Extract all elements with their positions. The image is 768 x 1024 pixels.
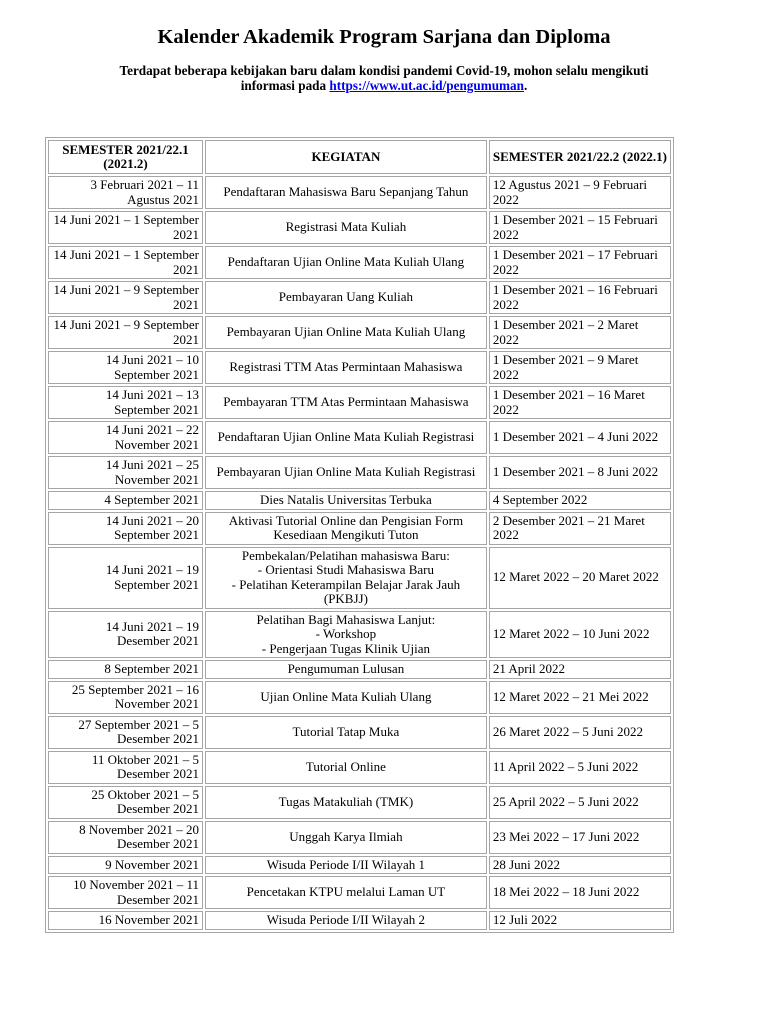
notice-body: Terdapat beberapa kebijakan baru dalam kondisi pandemi Covid-19, mohon selalu mengikuti informasi pada — [119, 63, 649, 93]
header-kegiatan: KEGIATAN — [205, 140, 487, 174]
table-row — [48, 386, 671, 419]
table-row — [48, 751, 671, 784]
semester-2-date-cell: 1 Desember 2021 – 17 Februari 2022 — [489, 246, 671, 279]
semester-1-date-cell: 14 Juni 2021 – 10 September 2021 — [48, 351, 203, 384]
kegiatan-cell: Pembayaran Ujian Online Mata Kuliah Ulang — [205, 316, 487, 349]
kegiatan-cell: Registrasi Mata Kuliah — [205, 211, 487, 244]
table-row — [48, 316, 671, 349]
header-semester-2: SEMESTER 2021/22.2 (2022.1) — [489, 140, 671, 174]
kegiatan-cell: Aktivasi Tutorial Online dan Pengisian Form Kesediaan Mengikuti Tuton — [205, 512, 487, 545]
semester-1-date-cell: 14 Juni 2021 – 13 September 2021 — [48, 386, 203, 419]
table-row — [48, 211, 671, 244]
kegiatan-cell: Pencetakan KTPU melalui Laman UT — [205, 876, 487, 909]
semester-1-date-cell: 9 November 2021 — [48, 856, 203, 875]
semester-2-date-cell: 1 Desember 2021 – 16 Maret 2022 — [489, 386, 671, 419]
kegiatan-cell: Wisuda Periode I/II Wilayah 1 — [205, 856, 487, 875]
table-row — [48, 660, 671, 679]
table-row — [48, 456, 671, 489]
semester-2-date-cell: 11 April 2022 – 5 Juni 2022 — [489, 751, 671, 784]
table-row — [48, 681, 671, 714]
table-row — [48, 351, 671, 384]
semester-1-date-cell: 14 Juni 2021 – 1 September 2021 — [48, 211, 203, 244]
semester-2-date-cell: 1 Desember 2021 – 4 Juni 2022 — [489, 421, 671, 454]
semester-1-date-cell: 16 November 2021 — [48, 911, 203, 930]
semester-1-date-cell: 14 Juni 2021 – 9 September 2021 — [48, 281, 203, 314]
semester-2-date-cell: 18 Mei 2022 – 18 Juni 2022 — [489, 876, 671, 909]
semester-2-date-cell: 4 September 2022 — [489, 491, 671, 510]
semester-2-date-cell: 12 Maret 2022 – 20 Maret 2022 — [489, 547, 671, 609]
semester-2-date-cell: 1 Desember 2021 – 16 Februari 2022 — [489, 281, 671, 314]
semester-1-date-cell: 8 November 2021 – 20 Desember 2021 — [48, 821, 203, 854]
kegiatan-cell: Wisuda Periode I/II Wilayah 2 — [205, 911, 487, 930]
semester-1-date-cell: 4 September 2021 — [48, 491, 203, 510]
semester-1-date-cell: 25 September 2021 – 16 November 2021 — [48, 681, 203, 714]
kegiatan-cell: Pelatihan Bagi Mahasiswa Lanjut: - Workshop - Pengerjaan Tugas Klinik Ujian — [205, 611, 487, 659]
semester-2-date-cell: 1 Desember 2021 – 8 Juni 2022 — [489, 456, 671, 489]
kegiatan-cell: Ujian Online Mata Kuliah Ulang — [205, 681, 487, 714]
semester-2-date-cell: 12 Maret 2022 – 21 Mei 2022 — [489, 681, 671, 714]
semester-2-date-cell: 12 Maret 2022 – 10 Juni 2022 — [489, 611, 671, 659]
semester-1-date-cell: 10 November 2021 – 11 Desember 2021 — [48, 876, 203, 909]
semester-2-date-cell: 1 Desember 2021 – 15 Februari 2022 — [489, 211, 671, 244]
kegiatan-cell: Tugas Matakuliah (TMK) — [205, 786, 487, 819]
kegiatan-cell: Pendaftaran Ujian Online Mata Kuliah Ulang — [205, 246, 487, 279]
table-row — [48, 716, 671, 749]
kegiatan-cell: Tutorial Online — [205, 751, 487, 784]
table-row — [48, 176, 671, 209]
semester-1-date-cell: 27 September 2021 – 5 Desember 2021 — [48, 716, 203, 749]
table-row — [48, 786, 671, 819]
notice-tail: . — [523, 78, 528, 93]
semester-1-date-cell: 14 Juni 2021 – 20 September 2021 — [48, 512, 203, 545]
semester-1-date-cell: 14 Juni 2021 – 19 September 2021 — [48, 547, 203, 609]
notice-text — [100, 63, 668, 93]
table-row — [48, 547, 671, 609]
table-row — [48, 246, 671, 279]
kegiatan-cell: Pembayaran TTM Atas Permintaan Mahasiswa — [205, 386, 487, 419]
page-title: Kalender Akademik Program Sarjana dan Diploma — [157, 26, 611, 48]
semester-2-date-cell: 1 Desember 2021 – 9 Maret 2022 — [489, 351, 671, 384]
table-body — [48, 176, 671, 930]
kegiatan-cell: Unggah Karya Ilmiah — [205, 821, 487, 854]
semester-2-date-cell: 12 Agustus 2021 – 9 Februari 2022 — [489, 176, 671, 209]
semester-1-date-cell: 8 September 2021 — [48, 660, 203, 679]
table-row — [48, 856, 671, 875]
semester-2-date-cell: 2 Desember 2021 – 21 Maret 2022 — [489, 512, 671, 545]
semester-2-date-cell: 25 April 2022 – 5 Juni 2022 — [489, 786, 671, 819]
kegiatan-cell: Registrasi TTM Atas Permintaan Mahasiswa — [205, 351, 487, 384]
semester-2-date-cell: 21 April 2022 — [489, 660, 671, 679]
kegiatan-cell: Pendaftaran Ujian Online Mata Kuliah Registrasi — [205, 421, 487, 454]
semester-1-date-cell: 14 Juni 2021 – 25 November 2021 — [48, 456, 203, 489]
header-semester-1: SEMESTER 2021/22.1 (2021.2) — [48, 140, 203, 174]
semester-2-date-cell: 23 Mei 2022 – 17 Juni 2022 — [489, 821, 671, 854]
kegiatan-cell: Pembayaran Ujian Online Mata Kuliah Registrasi — [205, 456, 487, 489]
semester-1-date-cell: 14 Juni 2021 – 22 November 2021 — [48, 421, 203, 454]
table-row — [48, 821, 671, 854]
announcement-link[interactable]: https://www.ut.ac.id/pengumuman — [329, 78, 524, 93]
kegiatan-cell: Dies Natalis Universitas Terbuka — [205, 491, 487, 510]
kegiatan-cell: Pembekalan/Pelatihan mahasiswa Baru: - Orientasi Studi Mahasiswa Baru - Pelatihan Keterampilan Belajar Jarak Jauh (PKBJJ) — [205, 547, 487, 609]
semester-1-date-cell: 25 Oktober 2021 – 5 Desember 2021 — [48, 786, 203, 819]
table-row — [48, 611, 671, 659]
semester-1-date-cell: 3 Februari 2021 – 11 Agustus 2021 — [48, 176, 203, 209]
semester-1-date-cell: 11 Oktober 2021 – 5 Desember 2021 — [48, 751, 203, 784]
table-row — [48, 512, 671, 545]
table-row — [48, 281, 671, 314]
semester-2-date-cell: 28 Juni 2022 — [489, 856, 671, 875]
semester-2-date-cell: 1 Desember 2021 – 2 Maret 2022 — [489, 316, 671, 349]
semester-2-date-cell: 26 Maret 2022 – 5 Juni 2022 — [489, 716, 671, 749]
semester-1-date-cell: 14 Juni 2021 – 9 September 2021 — [48, 316, 203, 349]
semester-2-date-cell: 12 Juli 2022 — [489, 911, 671, 930]
kegiatan-cell: Pengumuman Lulusan — [205, 660, 487, 679]
kegiatan-cell: Pembayaran Uang Kuliah — [205, 281, 487, 314]
kegiatan-cell: Pendaftaran Mahasiswa Baru Sepanjang Tahun — [205, 176, 487, 209]
table-row — [48, 491, 671, 510]
semester-1-date-cell: 14 Juni 2021 – 1 September 2021 — [48, 246, 203, 279]
kegiatan-cell: Tutorial Tatap Muka — [205, 716, 487, 749]
table-header-row — [48, 140, 671, 174]
academic-calendar-table — [45, 137, 674, 933]
semester-1-date-cell: 14 Juni 2021 – 19 Desember 2021 — [48, 611, 203, 659]
table-row — [48, 911, 671, 930]
table-row — [48, 421, 671, 454]
table-row — [48, 876, 671, 909]
